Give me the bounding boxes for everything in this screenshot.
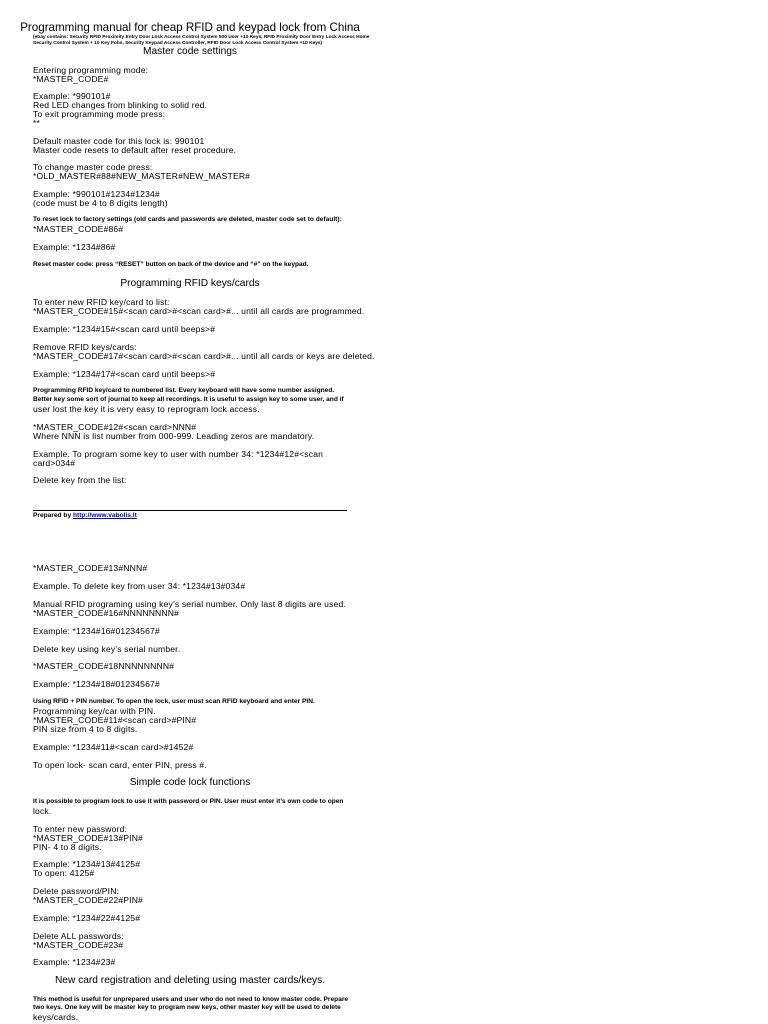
text-line: ** — [33, 118, 40, 128]
text-line: Red LED changes from blinking to solid red. — [33, 100, 208, 110]
document-subtitle: (ebay contains: Security RFID Proximity Entry Door Lock Access Control System 500 User +10 Keys, RFID Proximity Door Entry Lock Access Home — [33, 35, 370, 40]
text-line: *MASTER_CODE#13#PIN# — [33, 833, 143, 843]
text-line: Entering programming mode: — [33, 65, 149, 75]
text-line: Using RFID + PIN number. To open the lock, user must scan RFID keyboard and enter PIN. — [33, 698, 315, 705]
text-line: *MASTER_CODE#86# — [33, 224, 124, 234]
text-line: *MASTER_CODE#16#NNNNNNNN# — [33, 608, 180, 618]
text-line: This method is useful for unprepared users and user who do not need to know master code. Prepare — [33, 996, 349, 1003]
section-heading-simple: Simple code lock functions — [129, 777, 251, 788]
text-line: *OLD_MASTER#88#NEW_MASTER#NEW_MASTER# — [33, 171, 251, 181]
text-line: Example: *1234#17#<scan card until beeps># — [33, 369, 216, 379]
text-line: Example: *1234#86# — [33, 242, 116, 252]
text-line: Example: *1234#15#<scan card until beeps># — [33, 324, 216, 334]
text-line: *MASTER_CODE# — [33, 74, 109, 84]
text-line: Example. To program some key to user with number 34: *1234#12#<scan — [33, 449, 324, 459]
text-line: To change master code press: — [33, 162, 153, 172]
text-line: *MASTER_CODE#18NNNNNNNN# — [33, 661, 175, 671]
text-line: Delete key using key’s serial number. — [33, 644, 181, 654]
text-line: Example: *1234#11#<scan card>#1452# — [33, 742, 194, 752]
text-line: Example: *1234#18#01234567# — [33, 679, 160, 689]
text-line: Example: *1234#16#01234567# — [33, 626, 160, 636]
footer-credit — [33, 512, 137, 520]
text-line: *MASTER_CODE#11#<scan card>#PIN# — [33, 715, 197, 725]
text-line: To enter new password: — [33, 824, 128, 834]
text-line: Example. To delete key from user 34: *1234#13#034# — [33, 581, 246, 591]
text-line: Better key some sort of journal to keep all recordings. It is useful to assign key to some user, and if — [33, 396, 344, 403]
text-line: It is possible to program lock to use it with password or PIN. User must enter it’s own code to open — [33, 798, 344, 805]
section-heading-master: Master code settings — [143, 46, 237, 57]
text-line: *MASTER_CODE#13#NNN# — [33, 563, 148, 573]
text-line: Example: *1234#22#4125# — [33, 913, 141, 923]
text-line: To exit programming mode press: — [33, 109, 166, 119]
document-subtitle: Security Control System + 10 Key Fobs, Security Keypad Access Controller, RFID Door Lock Access Control System +10 Keys) — [33, 41, 323, 46]
text-line: card>034# — [33, 458, 76, 468]
text-line: user lost the key it is very easy to reprogram lock access. — [33, 404, 260, 414]
document-title: Programming manual for cheap RFID and keypad lock from China — [20, 21, 360, 34]
text-line: Delete ALL passwords: — [33, 931, 124, 941]
text-line: Example: *990101# — [33, 91, 111, 101]
section-heading-newcard: New card registration and deleting using master cards/keys. — [54, 975, 326, 986]
text-line: *MASTER_CODE#17#<scan card>#<scan card>#... until all cards or keys are deleted. — [33, 351, 375, 361]
footer-divider — [33, 510, 347, 511]
text-line: Where NNN is list number from 000-999. Leading zeros are mandatory. — [33, 431, 315, 441]
text-line: Example: *1234#13#4125# — [33, 859, 141, 869]
text-line: PIN- 4 to 8 digits. — [33, 842, 102, 852]
text-line: PIN size from 4 to 8 digits. — [33, 724, 138, 734]
text-line: To enter new RFID key/card to list: — [33, 297, 170, 307]
section-heading-rfid: Programming RFID keys/cards — [120, 278, 260, 289]
text-line: lock. — [33, 806, 52, 816]
text-line: *MASTER_CODE#12#<scan card>NNN# — [33, 422, 197, 432]
text-line: *MASTER_CODE#23# — [33, 940, 124, 950]
text-line: *MASTER_CODE#22#PIN# — [33, 895, 143, 905]
text-line: two keys. One key will be master key to program new keys, other master key will be used to delete — [33, 1004, 341, 1011]
text-line: Programming RFID key/card to numbered list. Every keyboard will have some number assigned. — [33, 387, 335, 394]
text-line: Programming key/car with PIN. — [33, 706, 156, 716]
prepared-by-label: Prepared by — [33, 512, 72, 519]
text-line: Master code resets to default after reset procedure. — [33, 145, 237, 155]
text-line: Delete key from the list: — [33, 475, 127, 485]
text-line: (code must be 4 to 8 digits length) — [33, 198, 168, 208]
prepared-by-link[interactable]: http://www.vabolis.lt — [72, 512, 137, 519]
text-line: To open lock- scan card, enter PIN, press #. — [33, 760, 207, 770]
text-line: Example: *990101#1234#1234# — [33, 189, 160, 199]
text-line: To open: 4125# — [33, 868, 95, 878]
text-line: Delete password/PIN: — [33, 886, 120, 896]
text-line: *MASTER_CODE#15#<scan card>#<scan card>#... until all cards are programmed. — [33, 306, 365, 316]
text-line: Example: *1234#23# — [33, 957, 116, 967]
text-line: Manual RFID programing using key’s serial number. Only last 8 digits are used. — [33, 599, 346, 609]
text-line: To reset lock to factory settings (old cards and passwords are deleted, master code set to default): — [33, 216, 342, 223]
text-line: Default master code for this lock is: 990101 — [33, 136, 205, 146]
text-line: keys/cards. — [33, 1012, 79, 1022]
text-line: Remove RFID keys/cards: — [33, 342, 137, 352]
text-line: Reset master code: press “RESET” button on back of the device and “#” on the keypad. — [33, 261, 309, 268]
